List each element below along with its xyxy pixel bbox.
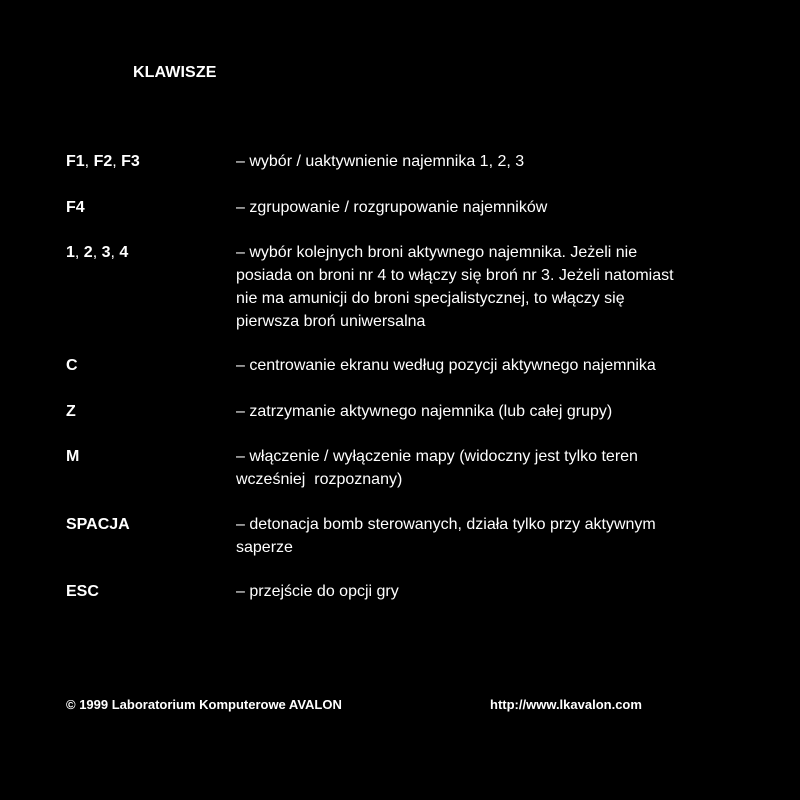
key-label: 1 [66,244,75,261]
key-description [236,150,746,173]
key-description [236,241,746,333]
key-separator: , [92,244,102,261]
description-line: – wybór / uaktywnienie najemnika 1, 2, 3 [236,153,525,170]
key-label: 3 [101,244,111,261]
key-label: F4 [66,199,85,216]
key-description [236,445,746,491]
description-line: – przejście do opcji gry [236,583,399,600]
key-label: 4 [119,244,129,261]
key-label: Z [66,403,76,420]
website-url: http://www.lkavalon.com [490,697,642,712]
key-separator: , [110,244,120,261]
key-separator: , [112,153,122,170]
key-name [66,354,78,377]
key-description [236,196,746,219]
key-separator: , [84,153,94,170]
key-name [66,513,130,536]
copyright-text: © 1999 Laboratorium Komputerowe AVALON [66,697,342,712]
description-line: wcześniej rozpoznany) [236,471,403,488]
key-description [236,354,746,377]
key-name [66,580,99,603]
key-label: SPACJA [66,516,130,533]
description-line: pierwsza broń uniwersalna [236,313,426,330]
key-label: F1 [66,153,85,170]
key-description [236,513,746,559]
key-description [236,400,746,423]
description-line: – zgrupowanie / rozgrupowanie najemników [236,199,548,216]
description-line: – centrowanie ekranu według pozycji aktywnego najemnika [236,357,656,374]
key-description [236,580,746,603]
key-name [66,241,128,264]
description-line: – wybór kolejnych broni aktywnego najemnika. Jeżeli nie [236,244,638,261]
key-label: ESC [66,583,99,600]
description-line: saperze [236,539,293,556]
description-line: posiada on broni nr 4 to włączy się broń nr 3. Jeżeli natomiast [236,267,674,284]
description-line: nie ma amunicji do broni specjalistycznej, to włączy się [236,290,625,307]
key-separator: , [74,244,84,261]
key-label: F3 [121,153,140,170]
key-label: 2 [83,244,93,261]
description-line: – detonacja bomb sterowanych, działa tylko przy aktywnym [236,516,656,533]
key-label: M [66,448,80,465]
key-name [66,196,85,219]
key-name [66,400,76,423]
description-line: – włączenie / wyłączenie mapy (widoczny jest tylko teren [236,448,638,465]
page-title: KLAWISZE [133,64,217,81]
key-name [66,445,79,468]
description-line: – zatrzymanie aktywnego najemnika (lub całej grupy) [236,403,613,420]
key-label: F2 [93,153,113,170]
key-label: C [66,357,78,374]
key-name [66,150,140,173]
